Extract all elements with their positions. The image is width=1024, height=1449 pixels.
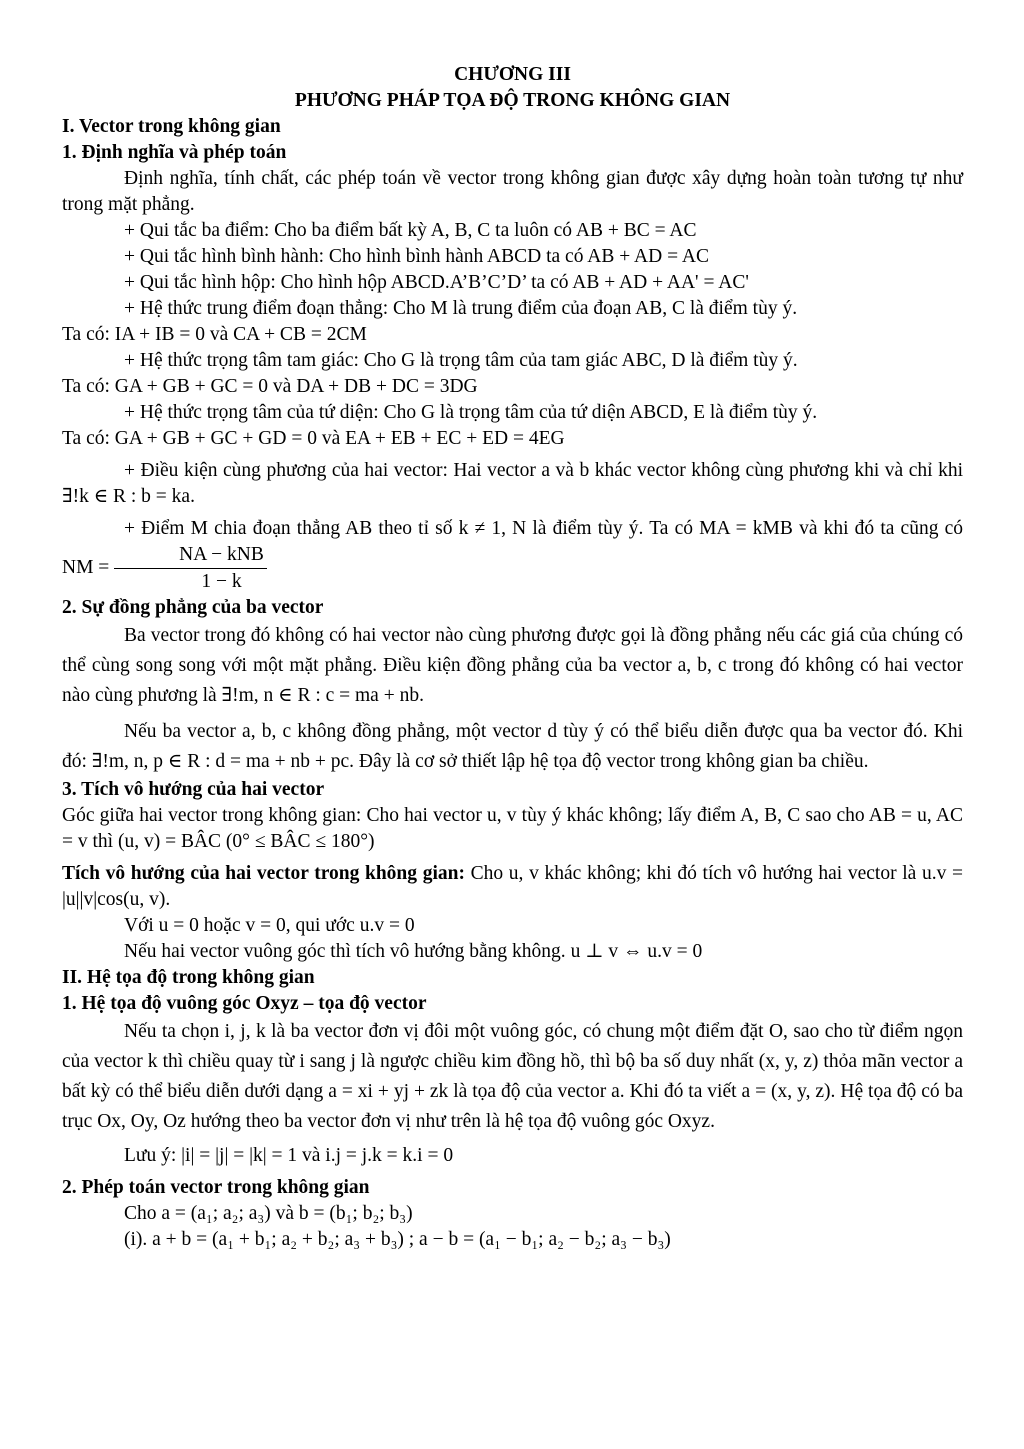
basis-paragraph xyxy=(62,717,963,777)
document-page xyxy=(62,62,963,1253)
division-fraction-denominator: 1 − k xyxy=(201,571,242,592)
section-1-heading: I. Vector trong không gian xyxy=(62,116,281,137)
coordinate-system-paragraph xyxy=(62,1017,963,1137)
intro-paragraph: Định nghĩa, tính chất, các phép toán về vector trong không gian được xây dựng hoàn toàn tương tự như trong mặt phẳng. xyxy=(62,168,963,215)
perpendicular-rule xyxy=(62,939,963,965)
rule-parallelogram xyxy=(62,244,963,270)
perpendicular-text: Nếu hai vector vuông góc thì tích vô hướng bằng không. xyxy=(124,941,566,962)
vector-components-given: Cho a = (a₁; a₂; a₃) và b = (b₁; b₂; b₃) xyxy=(124,1203,413,1224)
midpoint-rule: + Hệ thức trung điểm đoạn thẳng: Cho M là trung điểm của đoạn AB, C là điểm tùy ý. xyxy=(124,298,798,319)
rule-parallelogram-text: + Qui tắc hình bình hành: Cho hình bình hành ABCD ta có xyxy=(124,246,584,267)
chapter-label: CHƯƠNG III xyxy=(454,64,571,85)
coplanar-text: Ba vector trong đó không có hai vector nào cùng phương được gọi là đồng phẳng nếu các giá của chúng có thể cùng song song với một mặt phẳng. Điều kiện đồng phẳng của ba vector a, b, c trong đó không có hai vector nào cùng phương là xyxy=(62,625,963,706)
unit-vectors-note: Lưu ý: |i| = |j| = |k| = 1 và i.j = j.k = k.i = 0 xyxy=(124,1145,454,1166)
rule-parallelogram-formula: AB + AD = AC xyxy=(587,246,709,267)
centroid-tetrahedron-formula: Ta có: GA + GB + GC + GD = 0 và EA + EB + EC + ED = 4EG xyxy=(62,428,565,449)
coordinate-system-text: Nếu ta chọn i, j, k là ba vector đơn vị đôi một vuông góc, có chung một điểm đặt O, sao cho từ điểm ngọn của vector k thì chiều quay từ i sang j là ngược chiều kim đồng hồ, thì bộ ba số duy nhất (x, y, z) thỏa mãn vector a bất kỳ có thể biểu diễn dưới dạng xyxy=(62,1021,963,1102)
subsection-2-2-heading: 2. Phép toán vector trong không gian xyxy=(62,1177,370,1198)
centroid-triangle-formula: Ta có: GA + GB + GC = 0 và DA + DB + DC = 3DG xyxy=(62,376,478,397)
perpendicular-formula: u ⊥ v ⇔ u.v = 0 xyxy=(570,941,703,962)
dot-product-formula: u.v = |u||v|cos(u, v). xyxy=(62,863,964,910)
dot-product-definition xyxy=(62,861,963,913)
dot-product-label: Tích vô hướng của hai vector trong không gian: xyxy=(62,863,465,884)
coplanar-paragraph xyxy=(62,621,963,711)
angle-formula: AB = u, AC = v thì (u, v) = BÂC (0° ≤ BÂC ≤ 180°) xyxy=(62,805,963,852)
subsection-1-2-heading: 2. Sự đồng phẳng của ba vector xyxy=(62,597,324,618)
division-text-b: và khi đó ta cũng có xyxy=(799,518,964,539)
rule-box-text: + Qui tắc hình hộp: Cho hình hộp ABCD.A’B’C’D’ ta có xyxy=(124,272,569,293)
vector-sum-difference: (i). a + b = (a₁ + b₁; a₂ + b₂; a₃ + b₃) ; a − b = (a₁ − b₁; a₂ − b₂; a₃ − b₃) xyxy=(124,1229,671,1250)
division-rule xyxy=(62,516,963,595)
section-2-heading: II. Hệ tọa độ trong không gian xyxy=(62,967,315,988)
collinear-condition xyxy=(62,458,963,510)
division-formula-1: MA = kMB xyxy=(699,518,793,539)
rule-three-points xyxy=(62,218,963,244)
chapter-title: PHƯƠNG PHÁP TỌA ĐỘ TRONG KHÔNG GIAN xyxy=(294,90,731,111)
coordinate-system-tail: là tọa độ của vector a. Khi đó ta viết a = (x, y, z). Hệ tọa độ có ba trục Ox, Oy, Oz hướng theo ba vector đơn vị như trên là hệ tọa độ vuông góc Oxyz. xyxy=(62,1081,964,1132)
rule-three-points-formula: AB + BC = AC xyxy=(575,220,697,241)
subsection-2-1-heading: 1. Hệ tọa độ vuông góc Oxyz – tọa độ vector xyxy=(62,993,427,1014)
subsection-1-3-heading: 3. Tích vô hướng của hai vector xyxy=(62,779,325,800)
coordinate-system-formula: a = xi + yj + zk xyxy=(328,1081,449,1102)
midpoint-formula: Ta có: IA + IB = 0 và CA + CB = 2CM xyxy=(62,324,367,345)
basis-formula: ∃!m, n, p ∈ R : d = ma + nb + pc. xyxy=(91,751,354,772)
zero-convention: Với u = 0 hoặc v = 0, qui ước u.v = 0 xyxy=(124,915,415,936)
rule-three-points-text: + Qui tắc ba điểm: Cho ba điểm bất kỳ A, B, C ta luôn có xyxy=(124,220,573,241)
collinear-text: + Điều kiện cùng phương của hai vector: Hai vector a và b khác vector không cùng phương khi và chỉ khi xyxy=(124,460,963,481)
centroid-triangle-rule: + Hệ thức trọng tâm tam giác: Cho G là trọng tâm của tam giác ABC, D là điểm tùy ý. xyxy=(124,350,798,371)
division-formula-2-lhs: NM = xyxy=(62,556,110,578)
rule-box xyxy=(62,270,963,296)
rule-box-formula: AB + AD + AA' = AC' xyxy=(572,272,749,293)
dot-product-text: Cho u, v khác không; khi đó tích vô hướng hai vector là xyxy=(470,863,917,884)
angle-text: Góc giữa hai vector trong không gian: Cho hai vector u, v tùy ý khác không; lấy điểm A, B, C sao cho xyxy=(62,805,865,826)
division-fraction-numerator: NA − kNB xyxy=(114,542,267,569)
division-fraction xyxy=(114,542,267,595)
centroid-tetrahedron-rule: + Hệ thức trọng tâm của tứ diện: Cho G là trọng tâm của tứ diện ABCD, E là điểm tùy ý. xyxy=(124,402,818,423)
collinear-formula: ∃!k ∈ R : b = ka. xyxy=(62,486,195,507)
coplanar-formula: ∃!m, n ∈ R : c = ma + nb. xyxy=(221,685,424,706)
subsection-1-1-heading: 1. Định nghĩa và phép toán xyxy=(62,142,287,163)
basis-text: Nếu ba vector a, b, c không đồng phẳng, một vector d tùy ý có thể biểu diễn được qua ba vector đó. Khi đó: xyxy=(62,721,963,772)
division-text: + Điểm M chia đoạn thẳng AB theo tỉ số k ≠ 1, N là điểm tùy ý. Ta có xyxy=(124,518,693,539)
angle-definition xyxy=(62,803,963,855)
basis-tail: Đây là cơ sở thiết lập hệ tọa độ vector trong không gian ba chiều. xyxy=(358,751,869,772)
